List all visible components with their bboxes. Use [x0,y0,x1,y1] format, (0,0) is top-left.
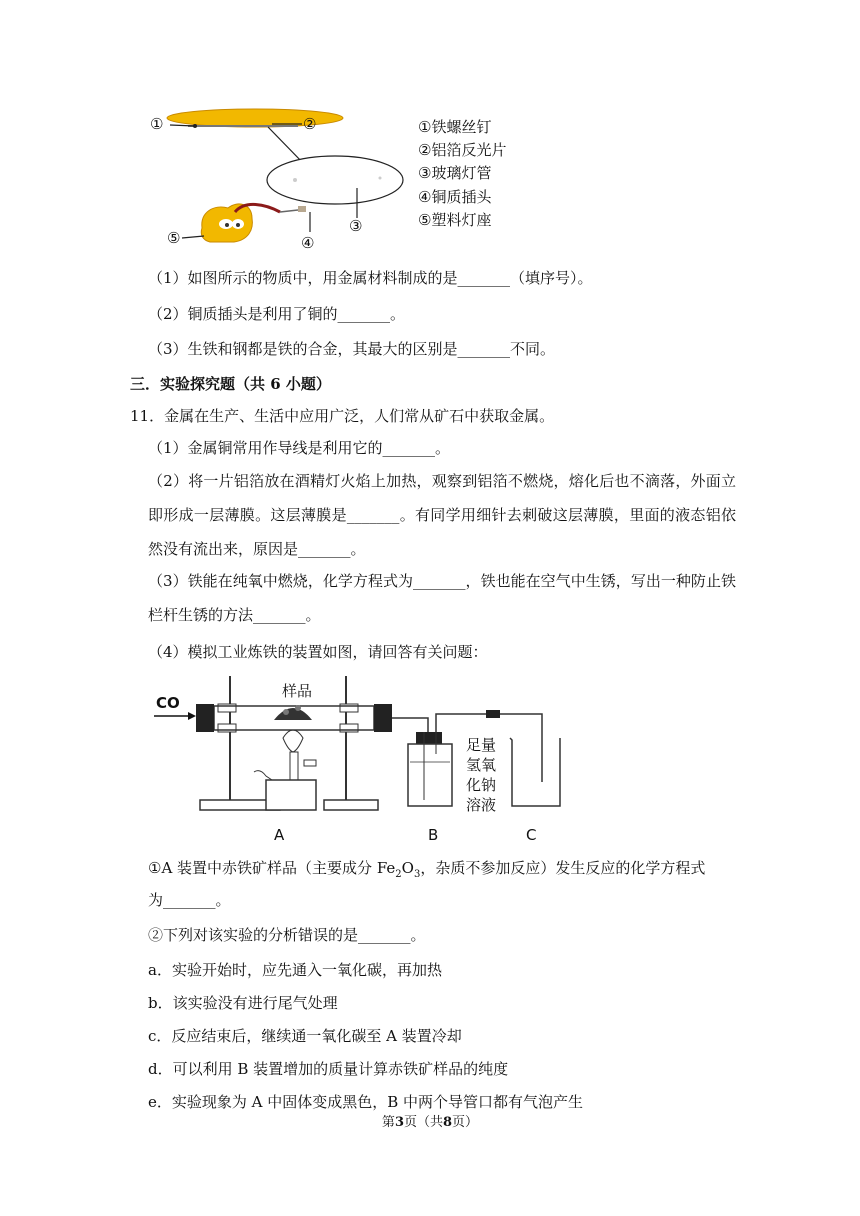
co-label: CO [156,694,180,712]
naoh-label-line: 氢氧 [466,756,497,774]
naoh-label-line: 溶液 [466,796,497,814]
legend-item: ⑤塑料灯座 [418,211,492,229]
page-number: 3 [394,1115,404,1130]
page-footer [0,1111,860,1130]
part1-text: ，杂质不参加反应）发生反应的化学方程式 [420,859,706,877]
legend-item: ④铜质插头 [418,188,492,206]
apparatus-label-c: C [526,826,537,844]
footer-text: 页（共 [403,1115,443,1130]
callout-5: ⑤ [167,229,181,247]
lamp-illustration [140,100,420,260]
sample-label: 样品 [282,682,313,700]
footer-text: 第 [381,1115,395,1130]
naoh-label-line: 足量 [466,736,497,754]
part1-text: O [401,859,414,877]
option-d: d．可以利用 B 装置增加的质量计算赤铁矿样品的纯度 [148,1060,509,1078]
part1-text: ①A 装置中赤铁矿样品（主要成分 Fe [148,859,396,877]
section-title: 三．实验探究题（共 6 小题） [130,375,331,393]
callout-2: ② [303,115,317,133]
naoh-label-line: 化钠 [466,776,497,794]
footer-text: 页） [452,1115,479,1130]
legend-item: ③玻璃灯管 [418,164,492,182]
q11-sub4: （4）模拟工业炼铁的装置如图，请回答有关问题： [148,643,488,661]
apparatus-label-b: B [428,826,439,844]
q11-sub2: （2）将一片铝箔放在酒精灯火焰上加热，观察到铝箔不燃烧，熔化后也不滴落，外面立即形成一层薄膜。这层薄膜是_______。有同学用细针去刺破这层薄膜，里面的液态铝依然没有流出来，原因是_______。 [148,472,736,558]
q11-part1 [148,858,705,885]
legend-item: ②铝箔反光片 [418,141,507,159]
callout-1: ① [150,115,164,133]
q10-sub1: （1）如图所示的物质中，用金属材料制成的是_______（填序号）。 [148,269,593,287]
q11-stem: 11．金属在生产、生活中应用广泛，人们常从矿石中获取金属。 [130,407,555,425]
option-a: a．实验开始时，应先通入一氧化碳，再加热 [148,961,442,979]
callout-4: ④ [301,234,315,252]
q11-part2: ②下列对该实验的分析错误的是_______。 [148,926,426,944]
q11-sub1: （1）金属铜常用作导线是利用它的_______。 [148,439,451,457]
subscript: 3 [413,869,421,880]
legend-item: ①铁螺丝钉 [418,118,492,136]
option-b: b．该实验没有进行尾气处理 [148,994,338,1012]
apparatus-illustration [148,672,568,848]
q10-sub3: （3）生铁和钢都是铁的合金，其最大的区别是_______不同。 [148,340,556,358]
q11-part1-cont: 为_______。 [148,891,231,909]
page-total: 8 [443,1115,453,1130]
callout-3: ③ [349,217,363,235]
q10-sub2: （2）铜质插头是利用了铜的_______。 [148,305,406,323]
option-e: e．实验现象为 A 中固体变成黑色，B 中两个导管口都有气泡产生 [148,1093,584,1111]
subscript: 2 [395,869,402,880]
apparatus-label-a: A [274,826,285,844]
q11-sub3: （3）铁能在纯氧中燃烧，化学方程式为_______，铁也能在空气中生锈，写出一种防止铁栏杆生锈的方法_______。 [148,572,736,624]
option-c: c．反应结束后，继续通一氧化碳至 A 装置冷却 [148,1027,462,1045]
